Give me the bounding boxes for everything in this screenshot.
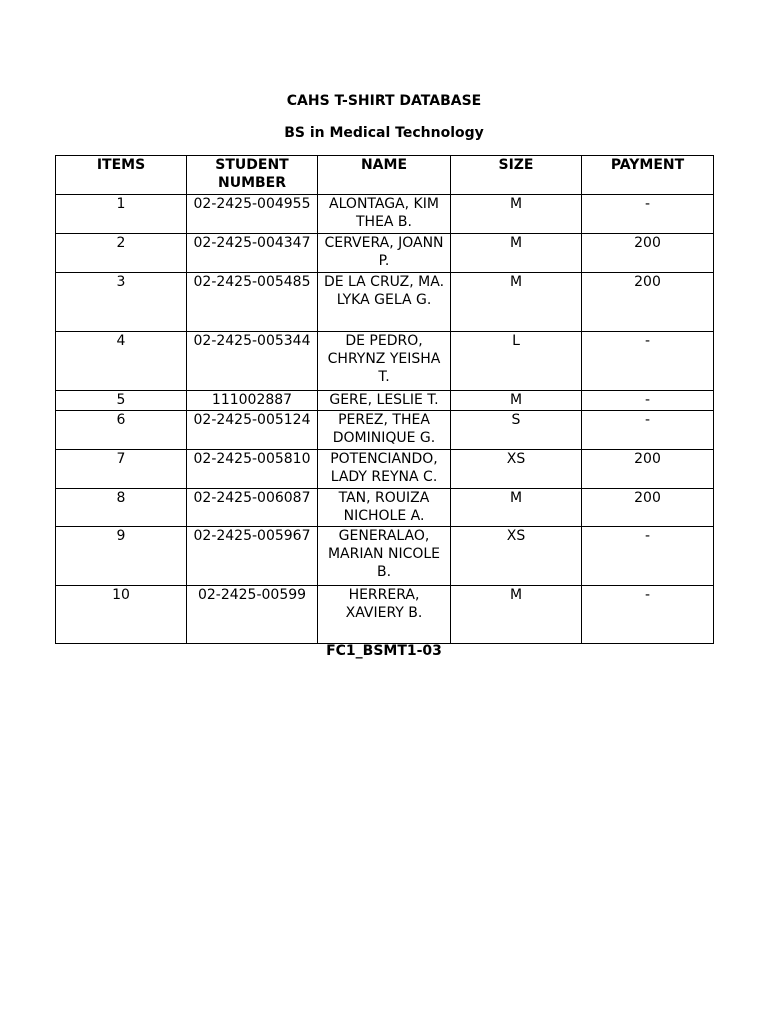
table-row — [56, 586, 714, 644]
cell-item: 8 — [56, 489, 187, 527]
cell-name: ALONTAGA, KIM THEA B. — [318, 195, 451, 234]
cell-name: HERRERA, XAVIERY B. — [318, 586, 451, 644]
cell-payment: - — [582, 391, 714, 411]
cell-payment: - — [582, 195, 714, 234]
cell-payment: - — [582, 527, 714, 586]
table-row — [56, 273, 714, 332]
cell-size: S — [451, 411, 582, 450]
cell-item: 2 — [56, 234, 187, 273]
cell-size: M — [451, 586, 582, 644]
cell-item: 4 — [56, 332, 187, 391]
cell-name: POTENCIANDO, LADY REYNA C. — [318, 450, 451, 489]
cell-name: GERE, LESLIE T. — [318, 391, 451, 411]
table-row — [56, 234, 714, 273]
cell-name: DE LA CRUZ, MA. LYKA GELA G. — [318, 273, 451, 332]
cell-name: DE PEDRO, CHRYNZ YEISHA T. — [318, 332, 451, 391]
table-row — [56, 391, 714, 411]
cell-payment: - — [582, 411, 714, 450]
table-header-row — [56, 156, 714, 195]
cell-student-number: 02-2425-005124 — [187, 411, 318, 450]
table-row — [56, 489, 714, 527]
cell-size: M — [451, 391, 582, 411]
cell-student-number: 02-2425-004955 — [187, 195, 318, 234]
document-title: CAHS T-SHIRT DATABASE — [286, 93, 482, 109]
cell-item: 9 — [56, 527, 187, 586]
table-row — [56, 195, 714, 234]
cell-payment: - — [582, 586, 714, 644]
cell-payment: 200 — [582, 489, 714, 527]
table-row — [56, 450, 714, 489]
cell-payment: 200 — [582, 450, 714, 489]
cell-name: PEREZ, THEA DOMINIQUE G. — [318, 411, 451, 450]
cell-payment: 200 — [582, 234, 714, 273]
cell-size: L — [451, 332, 582, 391]
cell-size: M — [451, 234, 582, 273]
header-payment: PAYMENT — [582, 156, 714, 195]
cell-size: M — [451, 195, 582, 234]
table-row — [56, 411, 714, 450]
cell-size: XS — [451, 527, 582, 586]
document-footer-code: FC1_BSMT1-03 — [326, 643, 442, 659]
document-subtitle: BS in Medical Technology — [284, 125, 484, 141]
cell-student-number: 02-2425-005967 — [187, 527, 318, 586]
cell-student-number: 02-2425-004347 — [187, 234, 318, 273]
cell-size: M — [451, 273, 582, 332]
header-items: ITEMS — [56, 156, 187, 195]
cell-name: GENERALAO, MARIAN NICOLE B. — [318, 527, 451, 586]
tshirt-table — [55, 155, 714, 644]
cell-size: M — [451, 489, 582, 527]
table-row — [56, 527, 714, 586]
cell-student-number: 02-2425-005344 — [187, 332, 318, 391]
cell-payment: - — [582, 332, 714, 391]
cell-name: TAN, ROUIZA NICHOLE A. — [318, 489, 451, 527]
header-student-number: STUDENT NUMBER — [187, 156, 318, 195]
cell-item: 1 — [56, 195, 187, 234]
cell-student-number: 02-2425-005810 — [187, 450, 318, 489]
cell-payment: 200 — [582, 273, 714, 332]
cell-student-number: 02-2425-006087 — [187, 489, 318, 527]
cell-student-number: 111002887 — [187, 391, 318, 411]
cell-student-number: 02-2425-00599 — [187, 586, 318, 644]
table-row — [56, 332, 714, 391]
cell-item: 3 — [56, 273, 187, 332]
header-name: NAME — [318, 156, 451, 195]
cell-item: 7 — [56, 450, 187, 489]
cell-item: 6 — [56, 411, 187, 450]
cell-student-number: 02-2425-005485 — [187, 273, 318, 332]
cell-item: 10 — [56, 586, 187, 644]
header-size: SIZE — [451, 156, 582, 195]
cell-size: XS — [451, 450, 582, 489]
cell-item: 5 — [56, 391, 187, 411]
cell-name: CERVERA, JOANN P. — [318, 234, 451, 273]
